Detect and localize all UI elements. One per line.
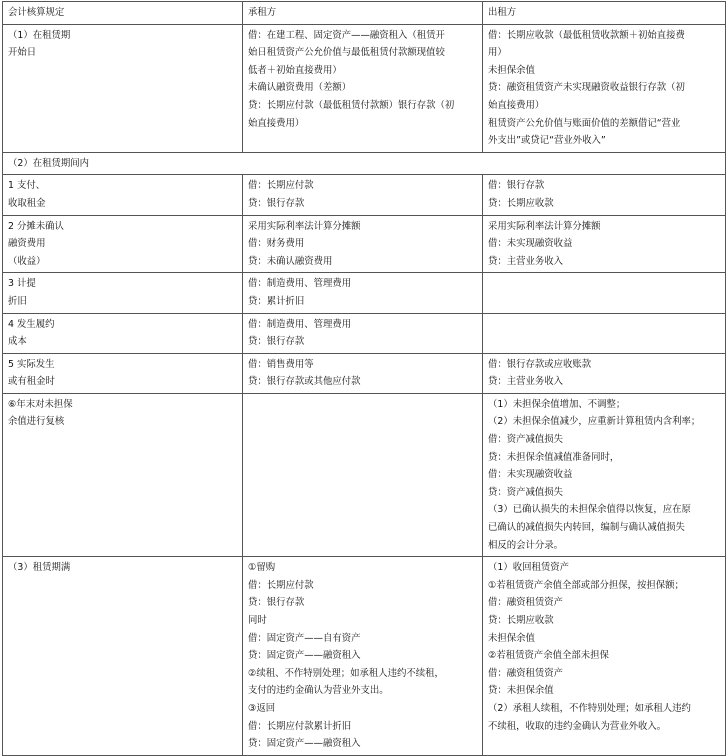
cell-line: 借：财务费用: [248, 238, 305, 250]
cell-line: 贷：银行存款: [248, 197, 305, 209]
cell-line: （3）已确认损失的未担保余值得以恢复，应在原: [488, 504, 691, 516]
lessee-cell: [243, 215, 483, 273]
cell-line: 借：银行存款: [488, 180, 545, 192]
cell-line: 贷：未担保余值: [488, 685, 554, 697]
cell-line: 不续租，收取的违约金确认为营业外收入。: [488, 720, 667, 732]
cell-line: 相反的会计分录。: [488, 539, 564, 551]
cell-line: 贷：累计折旧: [248, 295, 305, 307]
lessor-cell: [483, 557, 726, 756]
rule-cell: [3, 353, 243, 393]
cell-line: 借：固定资产——自有资产: [248, 632, 361, 644]
cell-line: （收益）: [8, 255, 46, 267]
cell-line: （1）在租赁期: [8, 29, 71, 41]
cell-line: 借：银行存款或应收账款: [488, 358, 592, 370]
lessee-cell: [243, 353, 483, 393]
cell-line: 5 实际发生: [8, 358, 55, 370]
cell-line: 贷：资产减值损失: [488, 486, 564, 498]
table-row: [3, 24, 726, 152]
cell-line: ①留购: [248, 562, 276, 574]
table-body: [3, 2, 726, 756]
cell-line: 始直接费用）: [488, 99, 545, 111]
cell-line: 贷：主营业务收入: [488, 255, 564, 267]
cell-line: 余值进行复核: [8, 416, 65, 428]
cell-line: 借：制造费用、管理费用: [248, 318, 352, 330]
cell-line: 贷：融资租赁资产未实现融资收益银行存款（初: [488, 82, 685, 94]
cell-line: 贷：长期应收款: [488, 197, 554, 209]
lessee-cell: [243, 273, 483, 313]
cell-line: 贷：未确认融资费用: [248, 255, 333, 267]
table-row: [3, 175, 726, 215]
section-row: [3, 152, 726, 175]
cell-line: 外支出”或贷记“营业外收入”: [488, 135, 606, 147]
cell-line: 租赁资产公允价值与账面价值的差额借记“营业: [488, 117, 681, 129]
lessee-cell: [243, 175, 483, 215]
cell-line: 借：长期应付款: [248, 579, 314, 591]
lessor-cell: [483, 215, 726, 273]
rule-cell: [3, 557, 243, 756]
rule-cell: [3, 313, 243, 353]
header-cell-lessee: 承租方: [243, 2, 483, 25]
lessor-cell: [483, 175, 726, 215]
header-row: [3, 2, 726, 25]
table-row: [3, 353, 726, 393]
lessor-cell: [483, 353, 726, 393]
header-cell-lessor: 出租方: [483, 2, 726, 25]
cell-line: 折旧: [8, 295, 27, 307]
cell-line: 贷：长期应付款（最低租赁付款额）银行存款（初: [248, 99, 455, 111]
cell-line: 未担保余值: [488, 64, 535, 76]
section-title: （2）在租赁期间内: [3, 152, 726, 175]
cell-line: 贷：固定资产——融资租入: [248, 650, 361, 662]
cell-line: 借：长期应收款（最低租赁收款额＋初始直接费: [488, 29, 685, 41]
cell-line: （1）收回租赁资产: [488, 562, 569, 574]
cell-line: 借：长期应付款累计折旧: [248, 720, 352, 732]
cell-line: 开始日: [8, 47, 37, 59]
cell-line: 采用实际利率法计算分摊额: [248, 220, 361, 232]
rule-cell: [3, 215, 243, 273]
cell-line: 贷：银行存款或其他应付款: [248, 376, 361, 388]
lessor-cell: [483, 273, 726, 313]
cell-line: （1）未担保余值增加、不调整；: [488, 398, 626, 410]
cell-line: 2 分摊未确认: [8, 220, 64, 232]
rule-cell: [3, 273, 243, 313]
header-cell-rules: 会计核算规定: [3, 2, 243, 25]
cell-line: 3 计提: [8, 278, 36, 290]
cell-line: 已确认的减值损失内转回，编制与确认减值损失: [488, 522, 685, 534]
lessor-cell: [483, 393, 726, 556]
cell-line: ②若租赁资产余值全部未担保: [488, 650, 609, 662]
cell-line: 借：制造费用、管理费用: [248, 278, 352, 290]
cell-line: 未担保余值: [488, 632, 535, 644]
cell-line: 借：销售费用等: [248, 358, 314, 370]
table-row: [3, 215, 726, 273]
table-row: [3, 557, 726, 756]
cell-line: 或有租金时: [8, 376, 55, 388]
cell-line: 贷：银行存款: [248, 336, 305, 348]
cell-line: 收取租金: [8, 197, 46, 209]
cell-line: 借：长期应付款: [248, 180, 314, 192]
table-row: [3, 313, 726, 353]
rule-cell: [3, 393, 243, 556]
cell-line: 借：在建工程、固定资产——融资租入（租赁开: [248, 29, 445, 41]
lessor-cell: [483, 24, 726, 152]
cell-line: 借：资产减值损失: [488, 434, 564, 446]
cell-line: 借：未实现融资收益: [488, 469, 573, 481]
lessee-cell: [243, 24, 483, 152]
rule-cell: [3, 175, 243, 215]
cell-line: 贷：主营业务收入: [488, 376, 564, 388]
table-row: [3, 273, 726, 313]
cell-line: 低者＋初始直接费用）: [248, 64, 342, 76]
cell-line: 始日租赁资产公允价值与最低租赁付款额现值较: [248, 47, 445, 59]
cell-line: 融资费用: [8, 238, 46, 250]
cell-line: 借：未实现融资收益: [488, 238, 573, 250]
cell-line: 贷：银行存款: [248, 597, 305, 609]
lessee-cell: [243, 393, 483, 556]
cell-line: 贷：未担保余值减值准备同时，: [488, 451, 620, 463]
table-row: [3, 393, 726, 556]
cell-line: 成本: [8, 336, 27, 348]
cell-line: 贷：长期应收款: [488, 615, 554, 626]
lessor-cell: [483, 313, 726, 353]
rule-cell: [3, 24, 243, 152]
cell-line: 同时: [248, 615, 267, 626]
cell-line: （3）租赁期满: [8, 562, 71, 574]
cell-line: 未确认融资费用（差额）: [248, 82, 352, 94]
cell-line: （2）承租人续租，不作特别处理；如承租人违约: [488, 702, 691, 714]
cell-line: 借：融资租赁资产: [488, 597, 564, 609]
cell-line: （2）未担保余值减少，应重新计算租赁内含利率；: [488, 416, 701, 428]
cell-line: ③返回: [248, 702, 276, 714]
cell-line: 用）: [488, 47, 507, 59]
accounting-rules-table: [2, 1, 726, 756]
cell-line: 1 支付、: [8, 180, 46, 192]
lessee-cell: [243, 557, 483, 756]
cell-line: 贷：固定资产——融资租入: [248, 738, 361, 750]
cell-line: ②续租、不作特别处理；如承租人违约不续租，: [248, 667, 444, 679]
cell-line: 支付的违约金确认为营业外支出。: [248, 685, 389, 697]
cell-line: 始直接费用）: [248, 117, 305, 129]
cell-line: ⑥年末对未担保: [8, 398, 73, 410]
cell-line: 采用实际利率法计算分摊额: [488, 220, 601, 232]
cell-line: ①若租赁资产余值全部或部分担保，按担保额；: [488, 579, 684, 591]
cell-line: 4 发生履约: [8, 318, 55, 330]
lessee-cell: [243, 313, 483, 353]
cell-line: 借：融资租赁资产: [488, 667, 564, 679]
